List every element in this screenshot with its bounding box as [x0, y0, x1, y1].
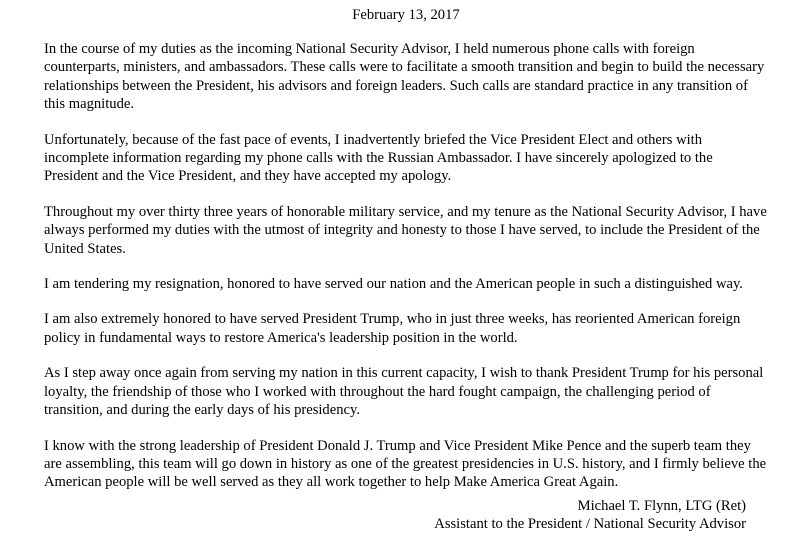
letter-date: February 13, 2017 — [352, 7, 460, 23]
paragraph-3: Throughout my over thirty three years of honorable military service, and my tenure as the National Security Advisor, I have always performed my duties with the utmost of integrity and honesty to those I have served, to include the President of the United States. — [44, 203, 767, 257]
signature-block — [434, 497, 746, 534]
letter-body — [44, 40, 770, 509]
paragraph-5: I am also extremely honored to have served President Trump, who in just three weeks, has reoriented American foreign policy in fundamental ways to restore America's leadership position in the world. — [44, 311, 741, 346]
paragraph-6: As I step away once again from serving my nation in this current capacity, I wish to thank President Trump for his personal loyalty, the friendship of those who I worked with throughout the hard fought campaign, the challenging period of transition, and during the early days of his presidency. — [44, 365, 764, 419]
paragraph-4: I am tendering my resignation, honored to have served our nation and the American people in such a distinguished way. — [44, 276, 743, 293]
signature-title: Assistant to the President / National Security Advisor — [434, 516, 746, 533]
paragraph-7: I know with the strong leadership of President Donald J. Trump and Vice President Mike Pence and the superb team they are assembling, this team will go down in history as one of the greatest presidencies in U.S. history, and I firmly believe the American people will be well served as they all work together to help Make America Great Again. — [44, 437, 767, 491]
paragraph-1: In the course of my duties as the incoming National Security Advisor, I held numerous phone calls with foreign counterparts, ministers, and ambassadors. These calls were to facilitate a smooth transition and begin to build the necessary relationships between the President, his advisors and foreign leaders. Such calls are standard practice in any transition of this magnitude. — [44, 41, 765, 113]
paragraph-2: Unfortunately, because of the fast pace of events, I inadvertently briefed the Vice President Elect and others with incomplete information regarding my phone calls with the Russian Ambassador. I have sincerely apologized to the President and the Vice President, and they have accepted my apology. — [44, 131, 713, 185]
signature-name: Michael T. Flynn, LTG (Ret) — [577, 498, 746, 514]
